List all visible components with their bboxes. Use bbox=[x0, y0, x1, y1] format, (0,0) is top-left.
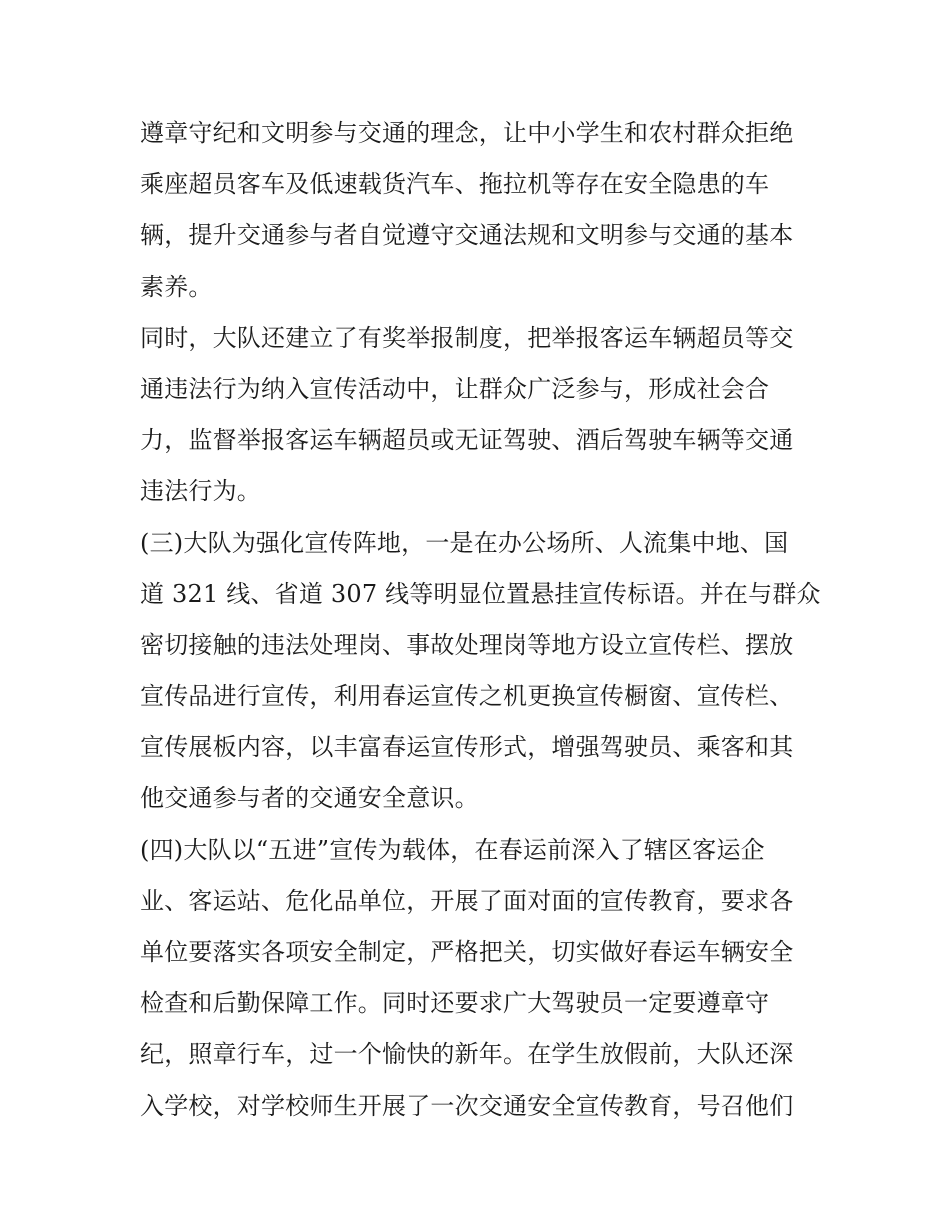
text-line: 纪，照章行车，过一个愉快的新年。在学生放假前，大队还深 bbox=[140, 1040, 794, 1069]
text-line: 素养。 bbox=[140, 272, 213, 301]
text-line: 乘座超员客车及低速载货汽车、拖拉机等存在安全隐患的车 bbox=[140, 170, 770, 199]
text-line: 通违法行为纳入宣传活动中，让群众广泛参与，形成社会合 bbox=[140, 374, 770, 403]
text-line: 辆，提升交通参与者自觉遵守交通法规和文明参与交通的基本 bbox=[140, 221, 794, 250]
text-line: 检查和后勤保障工作。同时还要求广大驾驶员一定要遵章守 bbox=[140, 989, 770, 1018]
text-line: 宣传展板内容，以丰富春运宣传形式，增强驾驶员、乘客和其 bbox=[140, 733, 794, 762]
text-line: (三)大队为强化宣传阵地，一是在办公场所、人流集中地、国 bbox=[140, 528, 789, 557]
text-line: 遵章守纪和文明参与交通的理念，让中小学生和农村群众拒绝 bbox=[140, 119, 794, 147]
text-line: 力，监督举报客运车辆超员或无证驾驶、酒后驾驶车辆等交通 bbox=[140, 426, 794, 455]
text-line: 宣传品进行宣传，利用春运宣传之机更换宣传橱窗、宣传栏、 bbox=[140, 682, 794, 711]
text-line: 业、客运站、危化品单位，开展了面对面的宣传教育，要求各 bbox=[140, 886, 794, 915]
text-line: 入学校，对学校师生开展了一次交通安全宣传教育，号召他们 bbox=[140, 1091, 794, 1120]
text-line: 道 321 线、省道 307 线等明显位置悬挂宣传标语。并在与群众 bbox=[140, 579, 821, 608]
text-line: 密切接触的违法处理岗、事故处理岗等地方设立宣传栏、摆放 bbox=[140, 630, 794, 659]
text-line: 违法行为。 bbox=[140, 477, 261, 506]
text-line: 单位要落实各项安全制定，严格把关，切实做好春运车辆安全 bbox=[140, 938, 794, 966]
text-line: 同时，大队还建立了有奖举报制度，把举报客运车辆超员等交 bbox=[140, 323, 794, 352]
text-line: (四)大队以“五进”宣传为载体，在春运前深入了辖区客运企 bbox=[140, 835, 765, 864]
text-line: 他交通参与者的交通安全意识。 bbox=[140, 784, 479, 813]
document-body bbox=[140, 108, 820, 1132]
